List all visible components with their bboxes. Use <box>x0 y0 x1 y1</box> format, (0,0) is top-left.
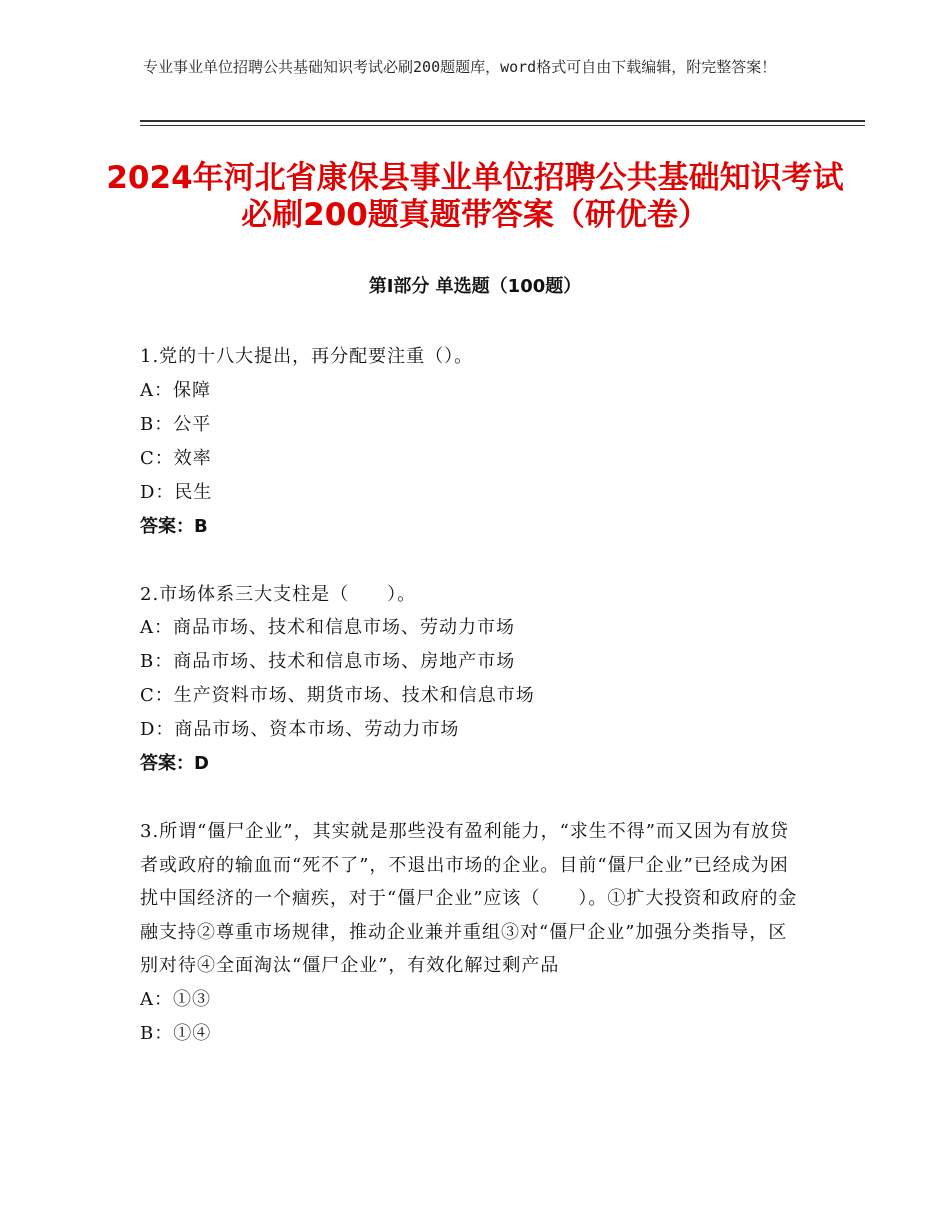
question-list <box>140 340 800 1085</box>
option-c: C：效率 <box>140 447 212 469</box>
document-title: 2024年河北省康保县事业单位招聘公共基础知识考试必刷200题真题带答案（研优卷） <box>106 160 844 233</box>
question-3 <box>140 815 800 1051</box>
option-c: C：生产资料市场、期货市场、技术和信息市场 <box>140 685 535 706</box>
question-text: 3.所谓“僵尸企业”，其实就是那些没有盈利能力，“求生不得”而又因为有放贷者或政府的输血而“死不了”，不退出市场的企业。目前“僵尸企业”已经成为困扰中国经济的一个痼疾，对于“僵尸企业”应该（ ）。①扩大投资和政府的金融支持②尊重市场规律，推动企业兼并重组③对“僵尸企业”加强分类指导，区别对待④全面淘汰“僵尸企业”，有效化解过剩产品 <box>140 821 798 976</box>
option-b: B：公平 <box>140 413 212 435</box>
answer: 答案：B <box>140 515 208 537</box>
option-d: D：民生 <box>140 481 213 503</box>
header-rule-thin <box>140 125 865 126</box>
question-text: 2.市场体系三大支柱是（ ）。 <box>140 583 417 605</box>
option-a: A：①③ <box>140 988 211 1010</box>
answer: 答案：D <box>140 753 209 774</box>
option-d: D：商品市场、资本市场、劳动力市场 <box>140 719 460 740</box>
option-b: B：商品市场、技术和信息市场、房地产市场 <box>140 651 516 672</box>
question-text: 1.党的十八大提出，再分配要注重（）。 <box>140 346 474 367</box>
option-b: B：①④ <box>140 1022 212 1044</box>
header-rule-thick <box>140 120 865 122</box>
option-a: A：保障 <box>140 379 211 401</box>
option-a: A：商品市场、技术和信息市场、劳动力市场 <box>140 617 515 638</box>
section-title: 第Ⅰ部分 单选题（100题） <box>368 276 582 297</box>
question-2 <box>140 578 800 782</box>
question-1 <box>140 340 800 544</box>
header-note: 专业事业单位招聘公共基础知识考试必刷200题题库，word格式可自由下载编辑，附完整答案！ <box>143 58 777 76</box>
